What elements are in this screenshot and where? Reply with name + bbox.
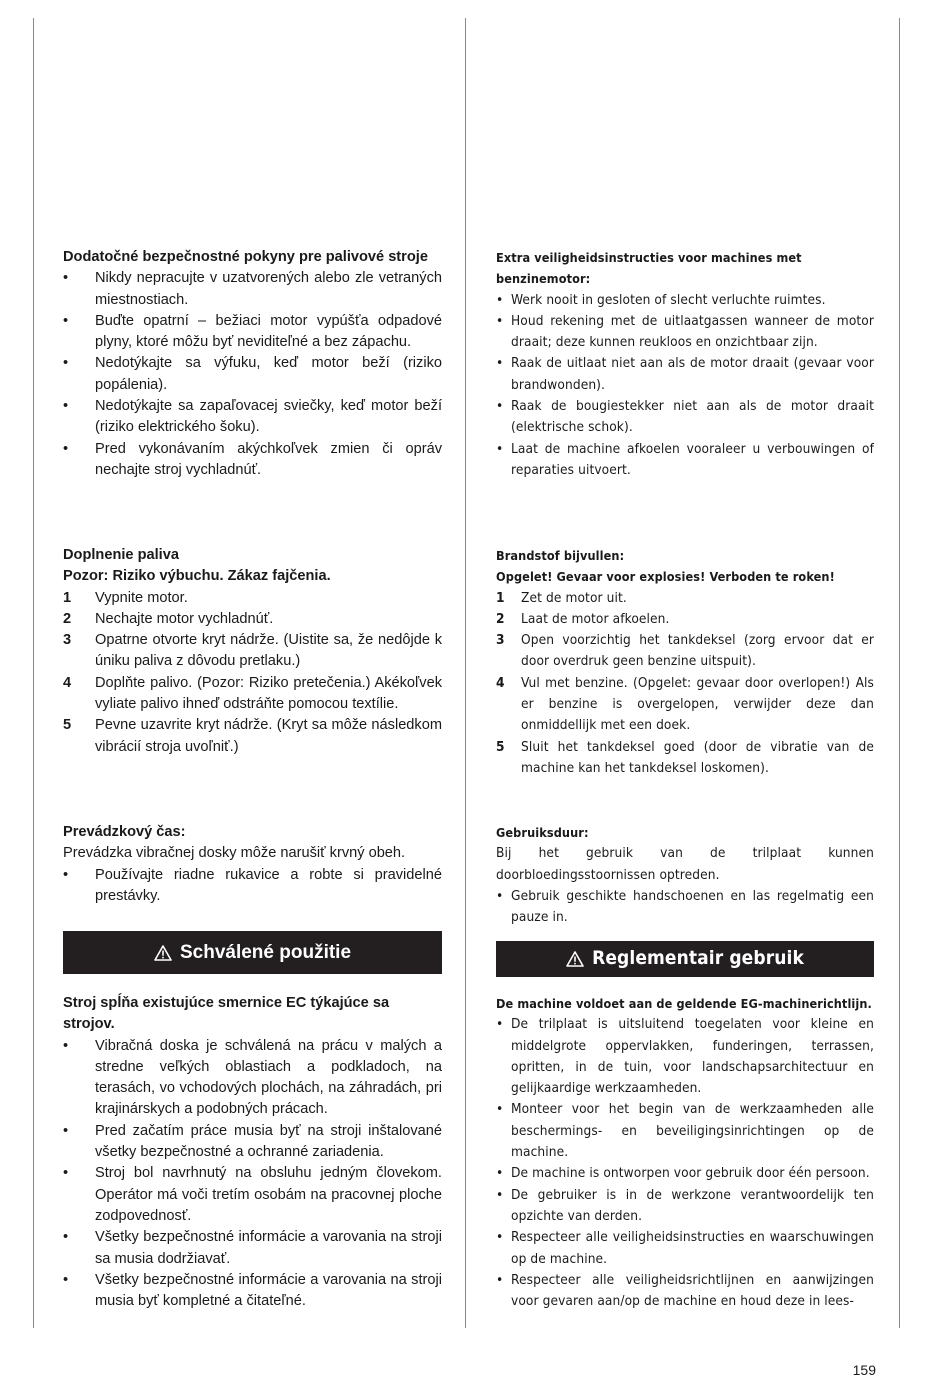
list-item: • Raak de uitlaat niet aan als de motor draait (gevaar voor brandwonden). (496, 355, 874, 393)
numbered-list (496, 588, 874, 780)
paragraph: Prevádzka vibračnej dosky môže narušiť krvný obeh. (63, 845, 406, 862)
list-item: • Laat de machine afkoelen vooraleer u verbouwingen of reparaties uitvoert. (496, 440, 874, 478)
warning-triangle-icon (154, 945, 172, 961)
list-item: • Všetky bezpečnostné informácie a varovania na stroji musia byť kompletné a čitateľné. (63, 1271, 442, 1310)
paragraph: Bij het gebruik van de trilplaat kunnen doorbloedingsstoornissen optreden. (496, 845, 874, 883)
list-item: 2 Laat de motor afkoelen. (496, 610, 670, 627)
bullet-list (63, 268, 442, 481)
list-item: • Nedotýkajte sa zapaľovacej sviečky, keď motor beží (riziko elektrického šoku). (63, 398, 442, 436)
list-item: • Buďte opatrní – bežiaci motor vypúšťa odpadové plyny, ktoré môžu byť neviditeľné a bez zápachu. (63, 312, 442, 351)
section-heading: Gebruiksduur: (496, 825, 589, 840)
list-item: 4 Doplňte palivo. (Pozor: Riziko pretečenia.) Akékoľvek vyliate palivo ihneď odstráňte pomocou textílie. (63, 674, 442, 713)
section-banner-regulatory-use (496, 941, 874, 977)
list-item: • Stroj bol navrhnutý na obsluhu jedným človekom. Operátor má voči tretím osobám na pracovnej ploche zodpovednosť. (63, 1165, 442, 1224)
list-item: • De gebruiker is in de werkzone verantwoordelijk ten opzichte van derden. (496, 1186, 874, 1224)
left-margin-rule (33, 18, 34, 1328)
list-item: • Raak de bougiestekker niet aan als de motor draait (elektrische schok). (496, 398, 874, 436)
list-item: 2 Nechajte motor vychladnúť. (63, 610, 274, 627)
list-item: • Monteer voor het begin van de werkzaamheden alle beschermings- en beveiligingsinrichtingen op de machine. (496, 1101, 874, 1161)
section-heading: Prevádzkový čas: (63, 824, 186, 840)
page-number: 159 (852, 1362, 876, 1378)
list-item: • Všetky bezpečnostné informácie a varovania na stroji sa musia dodržiavať. (63, 1229, 442, 1267)
list-item: • Gebruik geschikte handschoenen en las regelmatig een pauze in. (496, 887, 874, 926)
list-item: 5 Pevne uzavrite kryt nádrže. (Kryt sa môže následkom vibrácií stroja uvoľniť.) (63, 717, 442, 755)
list-item: 3 Open voorzichtig het tankdeksel (zorg ervoor dat er door overdruk geen benzine uitspuit). (496, 632, 874, 670)
section-subheading: Pozor: Riziko výbuchu. Zákaz fajčenia. (63, 568, 331, 585)
banner-title: Schválené použitie (179, 941, 352, 963)
bullet-list (496, 290, 874, 482)
list-item: • Pred vykonávaním akýchkoľvek zmien či opráv nechajte stroj vychladnúť. (63, 440, 442, 478)
warning-triangle-icon (566, 951, 584, 967)
list-item: 1 Zet de motor uit. (496, 589, 627, 606)
list-item: • Werk nooit in gesloten of slecht verluchte ruimtes. (496, 291, 826, 308)
section-heading: Doplnenie paliva (63, 547, 179, 563)
section-fuel-safety-sk (63, 247, 442, 481)
section-regulatory-use-nl (496, 993, 874, 1312)
numbered-list (63, 588, 442, 758)
section-usage-duration-nl (496, 822, 874, 928)
list-item: • Respecteer alle veiligheidsrichtlijnen en aanwijzingen voor gevaren aan/op de machine en houd deze in lees- (496, 1271, 874, 1310)
right-margin-rule (899, 18, 900, 1328)
section-heading: Brandstof bijvullen: (496, 548, 625, 563)
list-item: • Houd rekening met de uitlaatgassen wanneer de motor draait; deze kunnen reukloos en onzichtbaar zijn. (496, 312, 874, 351)
list-item: • Pred začatím práce musia byť na stroji inštalované všetky bezpečnostné a ochranné zariadenia. (63, 1122, 442, 1161)
list-item: • De trilplaat is uitsluitend toegelaten voor kleine en middelgrote oppervlakken, funderingen, terrassen, opritten, in de tuin, voor landschapsarchitectuur en gelijkaardige werkzaamheden. (496, 1016, 874, 1097)
banner-title: Reglementair gebruik (592, 947, 804, 970)
list-item: 4 Vul met benzine. (Opgelet: gevaar door overlopen!) Als er benzine is overgelopen, verwijder deze dan onmiddellijk met een doek. (496, 674, 874, 734)
section-subheading: Opgelet! Gevaar voor explosies! Verboden te roken! (496, 569, 835, 585)
center-column-rule (465, 18, 466, 1328)
list-item: • Vibračná doska je schválená na prácu v malých a stredne veľkých oblastiach a podkladoch, na terasách, vo vchodových plochách, na záhradách, pri krajinárskych a podobných prácach. (63, 1037, 442, 1118)
list-item: 1 Vypnite motor. (63, 589, 188, 606)
section-approved-use-sk (63, 993, 442, 1312)
section-heading: Stroj spĺňa existujúce smernice EC týkajúce sa strojov. (63, 995, 390, 1033)
section-heading: Dodatočné bezpečnostné pokyny pre palivové stroje (63, 249, 428, 265)
list-item: • Nikdy nepracujte v uzatvorených alebo zle vetraných miestnostiach. (63, 270, 442, 308)
bullet-list (496, 886, 874, 929)
bullet-list (63, 1036, 442, 1313)
bullet-list (496, 1014, 874, 1312)
section-refuel-nl (496, 545, 874, 779)
section-banner-approved-use (63, 931, 442, 974)
list-item: • Respecteer alle veiligheidsinstructies en waarschuwingen op de machine. (496, 1229, 874, 1267)
list-item: • De machine is ontworpen voor gebruik door één persoon. (496, 1165, 870, 1182)
section-operating-time-sk (63, 822, 442, 907)
bullet-list (63, 865, 442, 908)
section-heading: De machine voldoet aan de geldende EG-machinerichtlijn. (496, 996, 872, 1011)
section-refuel-sk (63, 545, 442, 758)
list-item: 5 Sluit het tankdeksel goed (door de vibratie van de machine kan het tankdeksel loskomen). (496, 738, 874, 776)
list-item: 3 Opatrne otvorte kryt nádrže. (Uistite sa, že nedôjde k úniku paliva z dôvodu pretlaku.) (63, 632, 442, 670)
section-heading: Extra veiligheidsinstructies voor machines met benzinemotor: (496, 250, 802, 287)
list-item: • Nedotýkajte sa výfuku, keď motor beží (riziko popálenia). (63, 355, 442, 393)
list-item: • Používajte riadne rukavice a robte si pravidelné prestávky. (63, 866, 442, 904)
section-fuel-safety-nl (496, 247, 874, 481)
